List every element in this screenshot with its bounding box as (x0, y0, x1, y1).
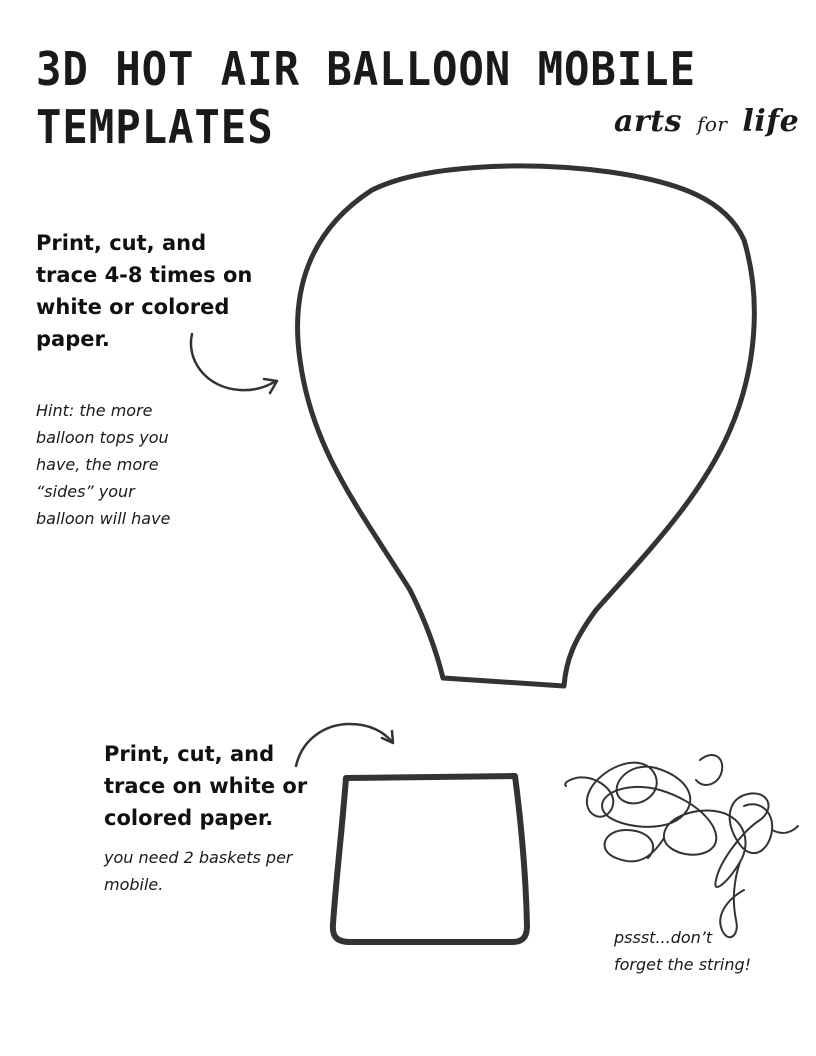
balloon-instruction-line: trace 4-8 times on (36, 263, 253, 287)
string-reminder-line: pssst...don’t (614, 928, 713, 947)
balloon-hint-line: balloon tops you (36, 428, 169, 447)
balloon-hint-line: have, the more (36, 455, 159, 474)
title-line-1: 3D HOT AIR BALLOON MOBILE (36, 42, 696, 96)
curved-arrow-head-icon (382, 731, 393, 743)
logo-word-for: for (696, 112, 728, 136)
balloon-template (298, 166, 755, 686)
balloon-instruction-line: Print, cut, and (36, 231, 207, 255)
title-line-2: TEMPLATES (36, 100, 274, 154)
balloon-instruction-line: paper. (36, 327, 110, 351)
string-scribble-icon (565, 755, 798, 937)
balloon-hint-line: balloon will have (36, 509, 171, 528)
balloon-instructions (36, 227, 252, 355)
curved-arrow-head-icon (264, 379, 277, 393)
basket-instructions (104, 738, 307, 834)
arts-for-life-logo (614, 104, 799, 139)
string-reminder (614, 924, 751, 978)
basket-instruction-line: colored paper. (104, 806, 274, 830)
balloon-hint-line: “sides” your (36, 482, 135, 501)
basket-hint (104, 844, 293, 898)
basket-hint-line: mobile. (104, 875, 164, 894)
basket-template (333, 776, 527, 942)
balloon-instruction-line: white or colored (36, 295, 230, 319)
logo-word-arts: arts (614, 104, 682, 139)
basket-instruction-line: Print, cut, and (104, 742, 275, 766)
curved-arrow-icon (296, 724, 392, 766)
page-title (36, 40, 696, 156)
basket-instruction-line: trace on white or (104, 774, 308, 798)
balloon-hint (36, 397, 170, 532)
basket-hint-line: you need 2 baskets per (104, 848, 293, 867)
logo-word-life: life (742, 104, 800, 139)
balloon-hint-line: Hint: the more (36, 401, 153, 420)
string-reminder-line: forget the string! (614, 955, 752, 974)
